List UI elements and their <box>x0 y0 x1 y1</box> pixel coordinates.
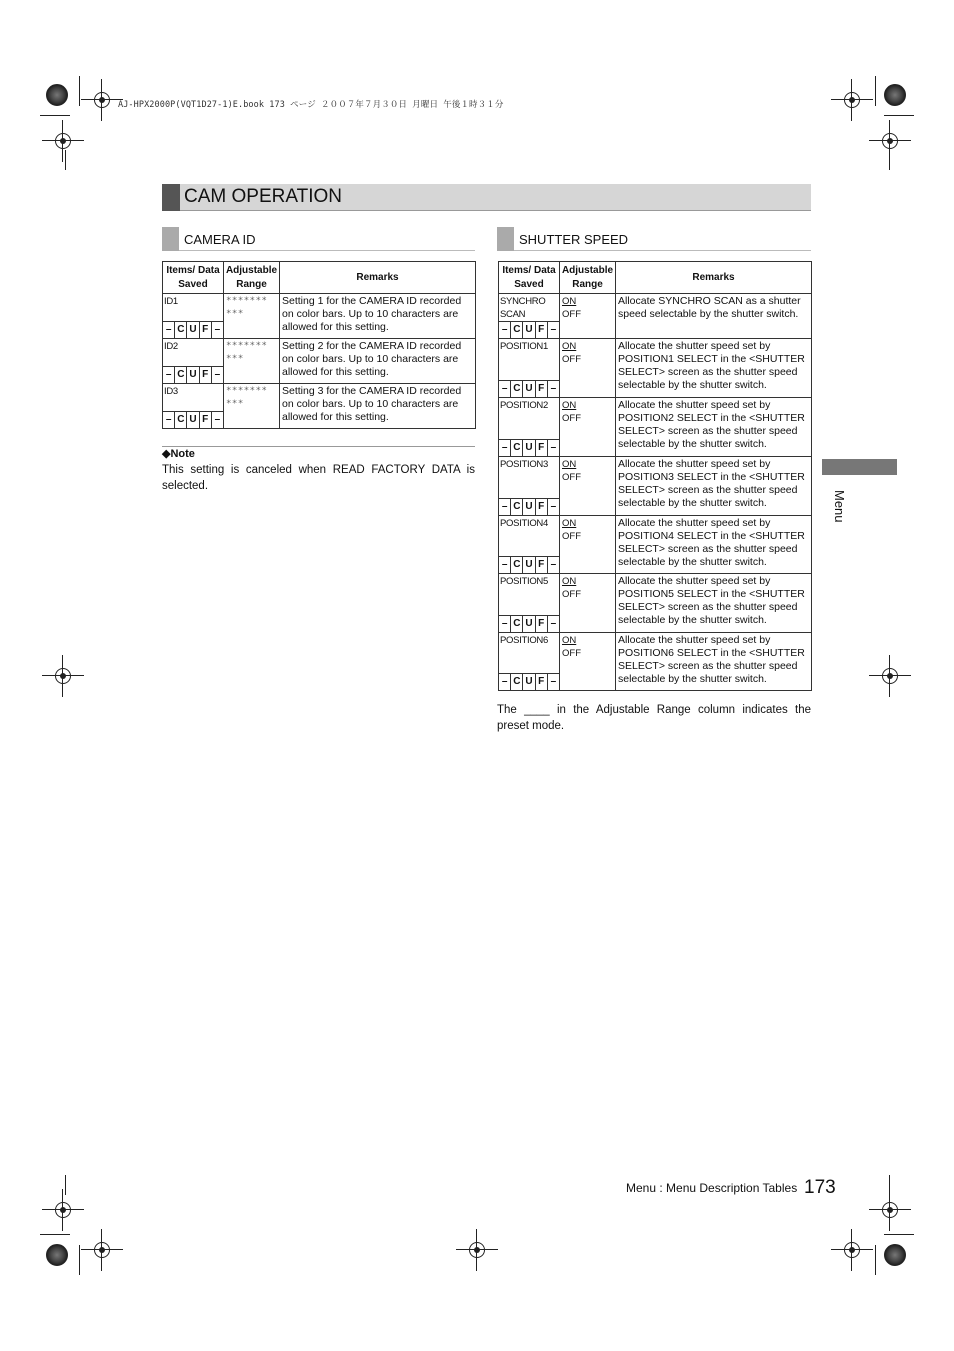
crop-line <box>40 1234 70 1235</box>
table-row <box>499 574 812 633</box>
shutter-speed-heading <box>497 227 811 251</box>
item-cell <box>499 457 560 516</box>
data-saved-cuf: – C U F – <box>499 439 559 456</box>
column-header-range: Adjustable Range <box>224 262 280 294</box>
table-row <box>163 294 476 339</box>
crop-line <box>40 115 70 116</box>
table-row <box>499 457 812 516</box>
data-saved-cuf: – C U F – <box>163 411 223 428</box>
item-cell <box>163 294 224 339</box>
off-value: OFF <box>562 309 581 320</box>
section-block-marker <box>162 227 179 251</box>
data-saved-cuf: – C U F – <box>499 498 559 515</box>
page-title-bar <box>162 184 811 211</box>
item-name: ID2 <box>164 341 178 352</box>
range-cell <box>560 574 616 633</box>
camera-id-table <box>162 261 476 429</box>
item-cell <box>499 398 560 457</box>
range-cell <box>560 457 616 516</box>
column-header-items: Items/ Data Saved <box>499 262 560 294</box>
preset-on-value: ON <box>562 400 577 411</box>
remarks-cell: Allocate the shutter speed set by POSITION6 SELECT in the <SHUTTER SELECT> screen as the shutter speed selectable by the shutter switch. <box>616 633 812 691</box>
off-value: OFF <box>562 354 581 365</box>
item-name: POSITION1 <box>500 341 548 352</box>
data-saved-cuf: – C U F – <box>499 380 559 397</box>
camera-id-heading <box>162 227 475 251</box>
data-saved-cuf: – C U F – <box>499 615 559 632</box>
remarks-cell: Setting 2 for the CAMERA ID recorded on color bars. Up to 10 characters are allowed for this setting. <box>280 339 476 384</box>
note-heading: ◆Note <box>162 448 195 460</box>
range-cell: ******* *** <box>224 384 280 429</box>
table-row <box>163 339 476 384</box>
crop-line <box>889 1175 890 1195</box>
crop-line <box>875 1245 876 1275</box>
table-row <box>499 633 812 691</box>
item-cell <box>499 574 560 633</box>
item-name: ID3 <box>164 386 178 397</box>
data-saved-cuf: – C U F – <box>163 321 223 338</box>
data-saved-cuf: – C U F – <box>163 366 223 383</box>
item-cell <box>499 516 560 574</box>
crosshair-mark-icon <box>87 85 117 115</box>
preset-on-value: ON <box>562 459 577 470</box>
section-block-marker <box>497 227 514 251</box>
crosshair-mark-icon <box>875 1195 905 1225</box>
remarks-cell: Allocate the shutter speed set by POSITION1 SELECT in the <SHUTTER SELECT> screen as the shutter speed selectable by the shutter switch. <box>616 339 812 398</box>
off-value: OFF <box>562 472 581 483</box>
range-cell <box>560 516 616 574</box>
preset-on-value: ON <box>562 296 577 307</box>
crosshair-mark-icon <box>837 1235 867 1265</box>
item-name: ID1 <box>164 296 178 307</box>
side-tab-marker <box>822 459 897 475</box>
column-header-range: Adjustable Range <box>560 262 616 294</box>
item-cell <box>499 294 560 339</box>
range-cell: ******* *** <box>224 294 280 339</box>
range-cell <box>560 294 616 339</box>
remarks-cell: Allocate the shutter speed set by POSITION5 SELECT in the <SHUTTER SELECT> screen as the shutter speed selectable by the shutter switch. <box>616 574 812 633</box>
crop-line <box>889 150 890 170</box>
page-number: 173 <box>804 1177 836 1198</box>
preset-on-value: ON <box>562 518 577 529</box>
item-cell <box>499 633 560 691</box>
registration-disc-icon <box>46 84 68 106</box>
crop-line <box>65 1175 66 1195</box>
footer-section: Menu : Menu Description Tables <box>626 1181 798 1195</box>
remarks-cell: Setting 3 for the CAMERA ID recorded on color bars. Up to 10 characters are allowed for this setting. <box>280 384 476 429</box>
preset-mode-footnote: The ____ in the Adjustable Range column indicates the preset mode. <box>497 704 811 732</box>
crosshair-mark-icon <box>48 126 78 156</box>
data-saved-cuf: – C U F – <box>499 556 559 573</box>
crosshair-mark-icon <box>48 661 78 691</box>
item-name: POSITION6 <box>500 635 548 646</box>
item-name: POSITION4 <box>500 518 548 529</box>
crop-line <box>884 1234 914 1235</box>
column-header-remarks: Remarks <box>280 262 476 294</box>
column-header-remarks: Remarks <box>616 262 812 294</box>
title-block-marker <box>162 184 180 211</box>
side-tab-label: Menu <box>832 490 847 523</box>
range-cell <box>560 633 616 691</box>
range-cell: ******* *** <box>224 339 280 384</box>
column-header-items: Items/ Data Saved <box>163 262 224 294</box>
registration-disc-icon <box>46 1244 68 1266</box>
table-row <box>499 516 812 574</box>
off-value: OFF <box>562 531 581 542</box>
camera-id-title: CAMERA ID <box>184 232 256 247</box>
crosshair-mark-icon <box>462 1235 492 1265</box>
crop-line <box>884 115 914 116</box>
crosshair-mark-icon <box>87 1235 117 1265</box>
crop-line <box>79 76 80 106</box>
range-cell <box>560 339 616 398</box>
range-cell <box>560 398 616 457</box>
item-name: POSITION3 <box>500 459 548 470</box>
table-row <box>499 339 812 398</box>
item-name: POSITION2 <box>500 400 548 411</box>
item-cell <box>499 339 560 398</box>
remarks-cell: Allocate SYNCHRO SCAN as a shutter speed selectable by the shutter switch. <box>616 294 812 339</box>
shutter-speed-table <box>498 261 812 691</box>
crosshair-mark-icon <box>837 85 867 115</box>
data-saved-cuf: – C U F – <box>499 673 559 690</box>
table-row <box>499 294 812 339</box>
shutter-speed-title: SHUTTER SPEED <box>519 232 629 247</box>
running-header: AJ-HPX2000P(VQT1D27-1)E.book 173 ページ ２００７年７月３０日 月曜日 午後１時３１分 <box>118 100 504 110</box>
item-name: SYNCHRO SCAN <box>500 296 546 320</box>
crosshair-mark-icon <box>48 1195 78 1225</box>
table-row <box>499 398 812 457</box>
preset-on-value: ON <box>562 341 577 352</box>
crop-line <box>79 1245 80 1275</box>
note-divider <box>162 446 475 447</box>
remarks-cell: Allocate the shutter speed set by POSITION2 SELECT in the <SHUTTER SELECT> screen as the shutter speed selectable by the shutter switch. <box>616 398 812 457</box>
remarks-cell: Setting 1 for the CAMERA ID recorded on color bars. Up to 10 characters are allowed for this setting. <box>280 294 476 339</box>
off-value: OFF <box>562 589 581 600</box>
remarks-cell: Allocate the shutter speed set by POSITION3 SELECT in the <SHUTTER SELECT> screen as the shutter speed selectable by the shutter switch. <box>616 457 812 516</box>
preset-on-value: ON <box>562 635 577 646</box>
off-value: OFF <box>562 413 581 424</box>
registration-disc-icon <box>884 84 906 106</box>
item-cell <box>163 339 224 384</box>
registration-disc-icon <box>884 1244 906 1266</box>
item-cell <box>163 384 224 429</box>
table-row <box>163 384 476 429</box>
remarks-cell: Allocate the shutter speed set by POSITION4 SELECT in the <SHUTTER SELECT> screen as the shutter speed selectable by the shutter switch. <box>616 516 812 574</box>
preset-on-value: ON <box>562 576 577 587</box>
crosshair-mark-icon <box>875 126 905 156</box>
data-saved-cuf: – C U F – <box>499 321 559 338</box>
item-name: POSITION5 <box>500 576 548 587</box>
crosshair-mark-icon <box>875 661 905 691</box>
crop-line <box>875 76 876 106</box>
note-text: This setting is canceled when READ FACTORY DATA is selected. <box>162 464 475 492</box>
crop-line <box>65 150 66 170</box>
off-value: OFF <box>562 648 581 659</box>
page-title: CAM OPERATION <box>184 186 342 207</box>
